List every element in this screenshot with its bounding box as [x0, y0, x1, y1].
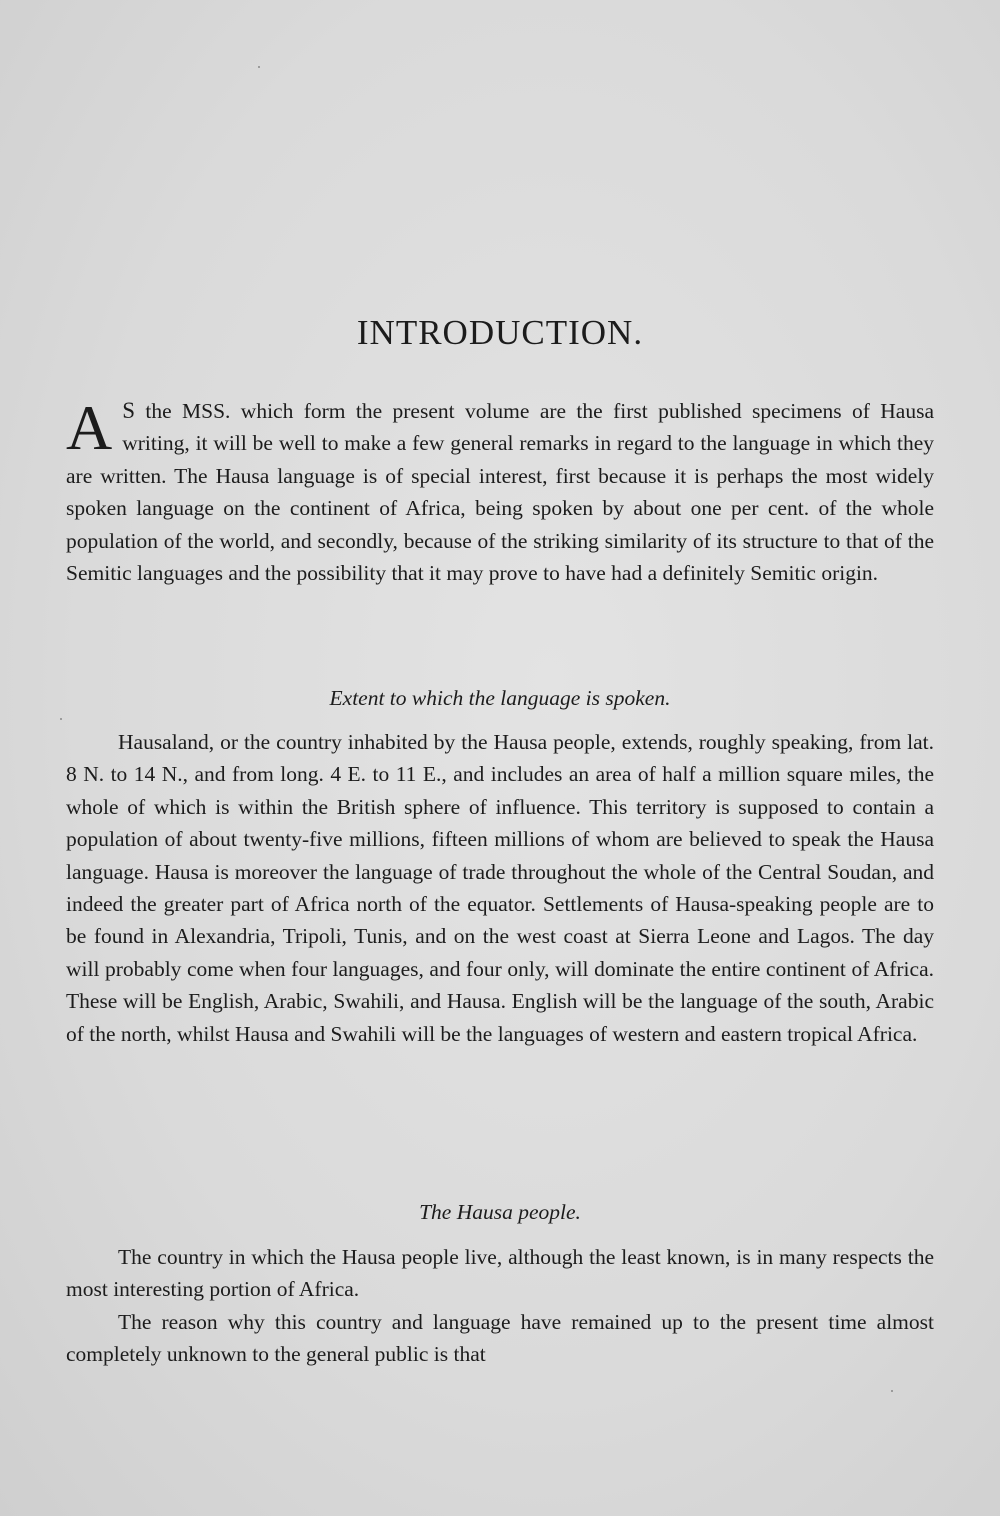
paper-speck [891, 1390, 893, 1392]
intro-paragraph-text: the MSS. which form the present volume are the first published specimens of Hausa writing, it will be well to make a few general remarks in regard to the language in which they are written. The Hausa language is of special interest, first because it is perhaps the most widely spoken language on the continent of Africa, being spoken by about one per cent. of the whole population of the world, and secondly, because of the striking similarity of its structure to that of the Semitic languages and the possibility that it may prove to have had a definitely Semitic origin. [66, 399, 934, 586]
section-heading-people: The Hausa people. [419, 1200, 581, 1224]
page-title: INTRODUCTION. [356, 313, 644, 352]
section-heading-extent: Extent to which the language is spoken. [329, 686, 671, 710]
intro-paragraph [66, 392, 934, 589]
people-paragraph-2: The reason why this country and language have remained up to the present time almost completely unknown to the general public is that [66, 1310, 934, 1367]
first-word-remainder: S [122, 398, 136, 423]
people-paragraph-1: The country in which the Hausa people live, although the least known, is in many respects the most interesting portion of Africa. [66, 1245, 934, 1302]
extent-paragraph: Hausaland, or the country inhabited by the Hausa people, extends, roughly speaking, from lat. 8 N. to 14 N., and from long. 4 E. to 11 E., and includes an area of half a million square miles, the whole of which is within the British sphere of influence. This territory is supposed to contain a population of about twenty-five millions, fifteen millions of whom are believed to speak the Hausa language. Hausa is moreover the language of trade throughout the whole of the Central Soudan, and indeed the greater part of Africa north of the equator. Settlements of Hausa-speaking people are to be found in Alexandria, Tripoli, Tunis, and on the west coast at Sierra Leone and Lagos. The day will probably come when four languages, and four only, will dominate the entire continent of Africa. These will be English, Arabic, Swahili, and Hausa. English will be the language of the south, Arabic of the north, whilst Hausa and Swahili will be the languages of western and eastern tropical Africa. [66, 730, 934, 1046]
paper-speck [258, 66, 260, 68]
paper-speck [60, 718, 62, 720]
drop-cap: A [66, 392, 113, 463]
